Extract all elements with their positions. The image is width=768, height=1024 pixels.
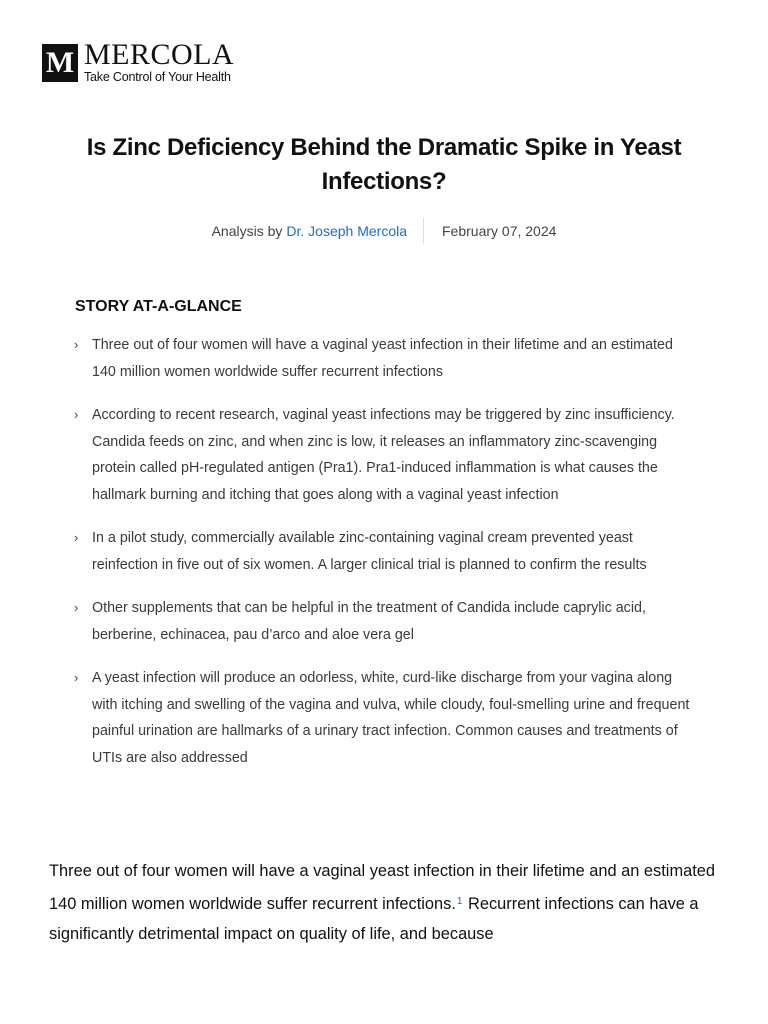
body-text: Three out of four women will have a vaginal yeast infection in their lifetime and an estimated 140 million women worldwide suffer recurrent infections. xyxy=(49,862,715,913)
footnote-link[interactable]: 1 xyxy=(456,895,463,907)
glance-item-text: According to recent research, vaginal yeast infections may be triggered by zinc insufficiency. Candida feeds on zinc, and when zinc is low, it releases an inflammatory zinc-scavenging protein called pH-regulated antigen (Pra1). Pra1-induced inflammation is what causes the hallmark burning and itching that goes along with a vaginal yeast infection xyxy=(92,407,675,503)
logo-text xyxy=(84,38,235,84)
glance-item xyxy=(74,332,694,385)
glance-heading: STORY AT-A-GLANCE xyxy=(75,298,242,315)
mercola-logo[interactable] xyxy=(42,38,235,84)
glance-item-text: A yeast infection will produce an odorless, white, curd-like discharge from your vagina along with itching and swelling of the vagina and vulva, while cloudy, foul-smelling urine and frequent painful urination are hallmarks of a urinary tract infection. Common causes and treatments of UTIs are also addressed xyxy=(92,670,690,766)
logo-tagline: Take Control of Your Health xyxy=(84,70,231,84)
glance-list xyxy=(74,332,694,788)
chevron-right-icon: › xyxy=(74,670,79,685)
glance-item-text: In a pilot study, commercially available zinc-containing vaginal cream prevented yeast reinfection in five out of six women. A larger clinical trial is planned to confirm the results xyxy=(92,530,647,573)
byline-prefix: Analysis by xyxy=(211,223,283,239)
chevron-right-icon: › xyxy=(74,530,79,545)
logo-mark: M xyxy=(42,44,78,82)
glance-item xyxy=(74,525,694,578)
chevron-right-icon: › xyxy=(74,600,79,615)
glance-item xyxy=(74,665,694,771)
logo-name: MERCOLA xyxy=(84,38,235,71)
byline xyxy=(0,218,768,244)
chevron-right-icon: › xyxy=(74,337,79,352)
byline-divider xyxy=(423,218,424,244)
body-text: Recurrent infections can have a significantly detrimental impact on quality of life, and because xyxy=(49,894,699,943)
article-title: Is Zinc Deficiency Behind the Dramatic Spike in Yeast Infections? xyxy=(86,134,682,195)
glance-item xyxy=(74,595,694,648)
publish-date: February 07, 2024 xyxy=(442,223,557,239)
chevron-right-icon: › xyxy=(74,407,79,422)
glance-item-text: Three out of four women will have a vaginal yeast infection in their lifetime and an estimated 140 million women worldwide suffer recurrent infections xyxy=(92,337,673,380)
glance-item-text: Other supplements that can be helpful in the treatment of Candida include caprylic acid, berberine, echinacea, pau d’arco and aloe vera gel xyxy=(92,600,646,643)
author-link[interactable]: Dr. Joseph Mercola xyxy=(286,223,407,239)
glance-item xyxy=(74,402,694,508)
body-paragraph xyxy=(49,857,721,949)
